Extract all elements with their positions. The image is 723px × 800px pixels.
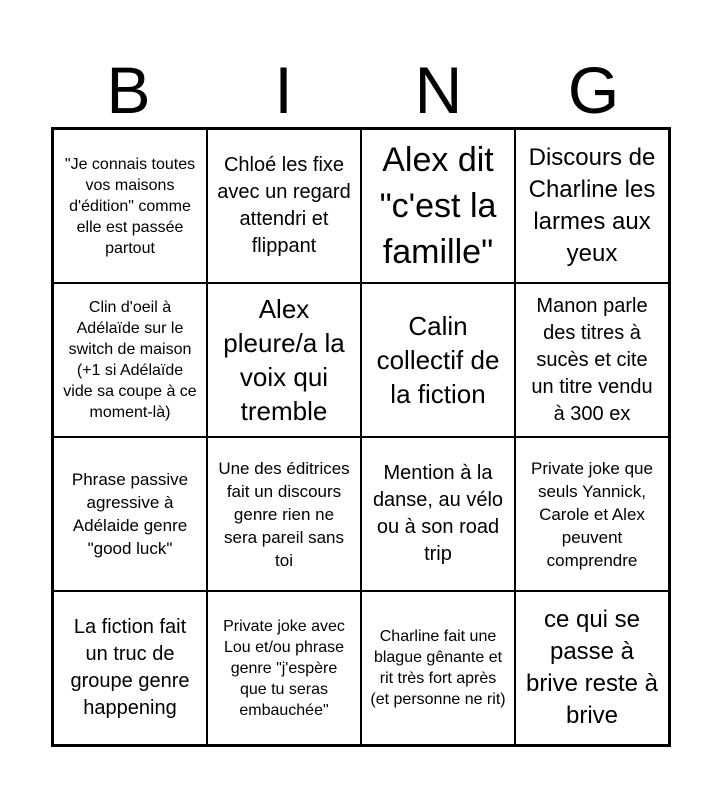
bingo-cell-text: Discours de Charline les larmes aux yeux — [528, 144, 656, 267]
bingo-cell-text: Charline fait une blague gênante et rit très fort après (et personne ne rit) — [370, 628, 506, 708]
bingo-cell-text: Phrase passive agressive à Adélaide genre "good luck" — [71, 470, 189, 558]
bingo-cell-13[interactable] — [53, 591, 207, 745]
bingo-cell-11[interactable] — [361, 437, 515, 591]
bingo-cell-10[interactable] — [207, 437, 361, 591]
bingo-cell-text: Manon parle des titres à sucès et cite un titre vendu à 300 ex — [531, 294, 653, 425]
header-letter-g: G — [567, 53, 620, 127]
bingo-cell-3[interactable] — [361, 129, 515, 283]
bingo-cell-8[interactable] — [515, 283, 669, 437]
bingo-cell-text: ce qui se passe à brive reste à brive — [525, 606, 659, 729]
bingo-cell-text: Mention à la danse, au vélo ou à son road trip — [372, 462, 504, 565]
bingo-cell-16[interactable] — [515, 591, 669, 745]
bingo-cell-text: Private joke avec Lou et/ou phrase genre "j'espère que tu seras embauchée" — [223, 617, 345, 719]
bingo-cell-12[interactable] — [515, 437, 669, 591]
bingo-header — [51, 52, 671, 128]
bingo-cell-text: Private joke que seuls Yannick, Carole et Alex peuvent comprendre — [531, 458, 653, 570]
header-letter-i: I — [274, 53, 293, 127]
bingo-cell-15[interactable] — [361, 591, 515, 745]
bingo-cell-text: La fiction fait un truc de groupe genre happening — [70, 616, 190, 719]
header-letter-b: B — [106, 53, 151, 127]
bingo-cell-text: Alex pleure/a la voix qui tremble — [223, 294, 345, 426]
bingo-cell-7[interactable] — [361, 283, 515, 437]
bingo-cell-text: Chloé les fixe avec un regard attendri et flippant — [217, 154, 351, 257]
bingo-cell-1[interactable] — [53, 129, 207, 283]
bingo-cell-9[interactable] — [53, 437, 207, 591]
bingo-cell-text: Calin collectif de la fiction — [376, 311, 500, 409]
bingo-cell-text: Alex dit "c'est la famille" — [379, 141, 497, 271]
bingo-cell-6[interactable] — [207, 283, 361, 437]
bingo-cell-text: Une des éditrices fait un discours genre rien ne sera pareil sans toi — [218, 458, 350, 570]
bingo-cell-5[interactable] — [53, 283, 207, 437]
header-letter-n: N — [414, 53, 463, 127]
bingo-cell-4[interactable] — [515, 129, 669, 283]
bingo-grid — [51, 127, 671, 747]
bingo-cell-14[interactable] — [207, 591, 361, 745]
bingo-cell-text: Clin d'oeil à Adélaïde sur le switch de maison (+1 si Adélaïde vide sa coupe à ce moment-là) — [63, 299, 197, 421]
bingo-cell-text: "Je connais toutes vos maisons d'édition" comme elle est passée partout — [64, 155, 196, 257]
bingo-cell-2[interactable] — [207, 129, 361, 283]
